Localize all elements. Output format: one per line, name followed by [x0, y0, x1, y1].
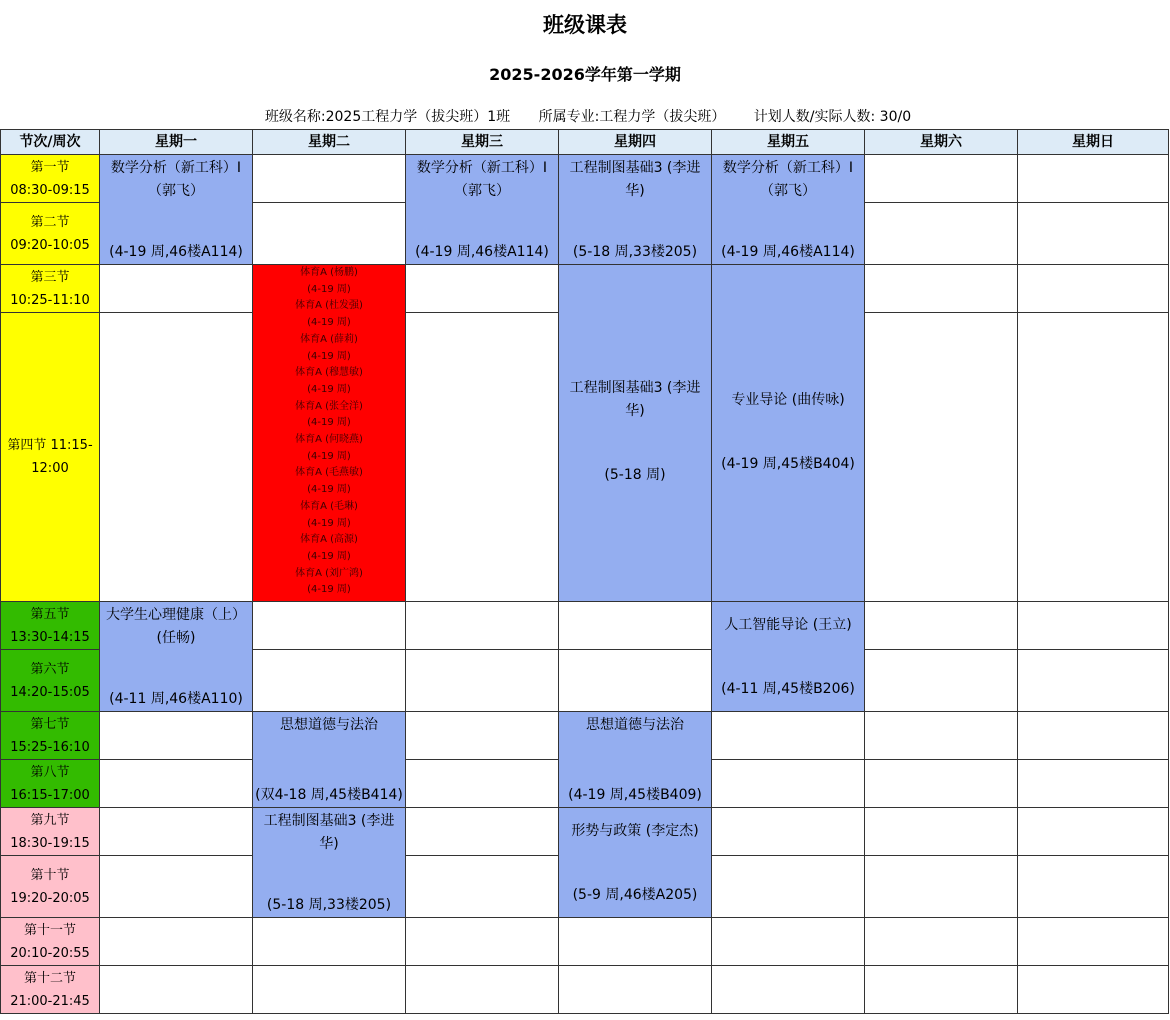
- empty-cell: [1018, 966, 1169, 1014]
- schedule-table: [0, 129, 1169, 1014]
- empty-cell: [865, 650, 1018, 712]
- course-info: (4-19 周,46楼A114): [415, 244, 549, 260]
- empty-cell: [1018, 760, 1169, 808]
- major-name: 所属专业:工程力学（拔尖班）: [538, 109, 726, 125]
- course-name: 数学分析（新工科）I（郭飞）: [110, 160, 242, 199]
- semester-title: 2025-2026学年第一学期: [489, 65, 681, 84]
- period-4: 第四节 11:15-12:00: [1, 313, 100, 602]
- empty-cell: [712, 760, 865, 808]
- empty-cell: [865, 203, 1018, 265]
- empty-cell: [253, 966, 406, 1014]
- empty-cell: [253, 650, 406, 712]
- header-saturday: 星期六: [865, 130, 1018, 155]
- period-8: 第八节 16:15-17:00: [1, 760, 100, 808]
- course-name: 工程制图基础3 (李进华): [569, 380, 701, 419]
- empty-cell: [712, 808, 865, 856]
- empty-cell: [1018, 602, 1169, 650]
- empty-cell: [100, 265, 253, 313]
- course-thu-9[interactable]: [559, 808, 712, 918]
- empty-cell: [1018, 265, 1169, 313]
- empty-cell: [1018, 808, 1169, 856]
- course-fri-3[interactable]: [712, 265, 865, 602]
- empty-cell: [1018, 712, 1169, 760]
- empty-cell: [865, 966, 1018, 1014]
- empty-cell: [406, 966, 559, 1014]
- course-info: (5-18 周,33楼205): [266, 897, 392, 913]
- course-name: 数学分析（新工科）I（郭飞）: [416, 160, 548, 199]
- empty-cell: [406, 602, 559, 650]
- period-7: 第七节 15:25-16:10: [1, 712, 100, 760]
- course-name: 形势与政策 (李定杰): [571, 823, 699, 839]
- period-11: 第十一节 20:10-20:55: [1, 918, 100, 966]
- empty-cell: [406, 808, 559, 856]
- empty-cell: [1018, 856, 1169, 918]
- header-friday: 星期五: [712, 130, 865, 155]
- period-2: 第二节 09:20-10:05: [1, 203, 100, 265]
- period-9: 第九节 18:30-19:15: [1, 808, 100, 856]
- period-1: 第一节 08:30-09:15: [1, 155, 100, 203]
- period-5: 第五节 13:30-14:15: [1, 602, 100, 650]
- empty-cell: [1018, 203, 1169, 265]
- empty-cell: [559, 918, 712, 966]
- empty-cell: [100, 966, 253, 1014]
- row-period-12: [1, 966, 1169, 1014]
- course-name: 思想道德与法治: [280, 717, 378, 733]
- course-wed-1[interactable]: [406, 155, 559, 265]
- course-info: (4-11 周,45楼B206): [721, 681, 855, 697]
- empty-cell: [406, 650, 559, 712]
- empty-cell: [253, 155, 406, 203]
- empty-cell: [559, 650, 712, 712]
- course-info: (5-18 周,33楼205): [572, 244, 698, 260]
- empty-cell: [253, 602, 406, 650]
- course-thu-3[interactable]: [559, 265, 712, 602]
- empty-cell: [865, 712, 1018, 760]
- course-info: (5-9 周,46楼A205): [572, 887, 698, 903]
- row-period-9: [1, 808, 1169, 856]
- course-name: 人工智能导论 (王立): [724, 617, 852, 633]
- empty-cell: [712, 856, 865, 918]
- period-6: 第六节 14:20-15:05: [1, 650, 100, 712]
- empty-cell: [865, 155, 1018, 203]
- course-tue-7[interactable]: [253, 712, 406, 808]
- period-3: 第三节 10:25-11:10: [1, 265, 100, 313]
- empty-cell: [100, 918, 253, 966]
- header-tuesday: 星期二: [253, 130, 406, 155]
- empty-cell: [559, 602, 712, 650]
- course-fri-5[interactable]: [712, 602, 865, 712]
- course-info: (双4-18 周,45楼B414): [255, 787, 403, 803]
- empty-cell: [1018, 313, 1169, 602]
- row-period-7: [1, 712, 1169, 760]
- row-period-11: [1, 918, 1169, 966]
- course-name: 思想道德与法治: [586, 717, 684, 733]
- empty-cell: [406, 918, 559, 966]
- course-name: 大学生心理健康（上）(任畅): [106, 607, 246, 646]
- course-fri-1[interactable]: [712, 155, 865, 265]
- course-name: 工程制图基础3 (李进华): [569, 160, 701, 199]
- course-name: 工程制图基础3 (李进华): [263, 813, 395, 852]
- header-sunday: 星期日: [1018, 130, 1169, 155]
- empty-cell: [406, 856, 559, 918]
- course-info: (4-11 周,46楼A110): [109, 691, 243, 707]
- empty-cell: [712, 918, 865, 966]
- empty-cell: [1018, 650, 1169, 712]
- row-period-5: [1, 602, 1169, 650]
- course-mon-5[interactable]: [100, 602, 253, 712]
- empty-cell: [1018, 918, 1169, 966]
- course-tue-9[interactable]: [253, 808, 406, 918]
- course-thu-7[interactable]: [559, 712, 712, 808]
- empty-cell: [100, 760, 253, 808]
- empty-cell: [100, 712, 253, 760]
- empty-cell: [100, 856, 253, 918]
- empty-cell: [406, 313, 559, 602]
- period-12: 第十二节 21:00-21:45: [1, 966, 100, 1014]
- course-info: (4-19 周,45楼B409): [568, 787, 702, 803]
- header-row: [1, 130, 1169, 155]
- header-period: 节次/周次: [1, 130, 100, 155]
- empty-cell: [253, 918, 406, 966]
- empty-cell: [865, 265, 1018, 313]
- header-monday: 星期一: [100, 130, 253, 155]
- header-thursday: 星期四: [559, 130, 712, 155]
- empty-cell: [865, 602, 1018, 650]
- empty-cell: [406, 760, 559, 808]
- empty-cell: [559, 966, 712, 1014]
- course-info: (4-19 周,46楼A114): [109, 244, 243, 260]
- course-info: (4-19 周,45楼B404): [721, 456, 855, 472]
- empty-cell: [406, 265, 559, 313]
- row-period-1: [1, 155, 1169, 203]
- course-info: (5-18 周): [604, 467, 666, 483]
- course-name: 数学分析（新工科）I（郭飞）: [722, 160, 854, 199]
- empty-cell: [712, 712, 865, 760]
- course-thu-1[interactable]: [559, 155, 712, 265]
- empty-cell: [865, 760, 1018, 808]
- course-name: 专业导论 (曲传咏): [731, 392, 845, 408]
- course-info: (4-19 周,46楼A114): [721, 244, 855, 260]
- empty-cell: [865, 918, 1018, 966]
- headcount: 计划人数/实际人数: 30/0: [753, 109, 912, 125]
- page-title: 班级课表: [543, 13, 627, 37]
- empty-cell: [253, 203, 406, 265]
- empty-cell: [712, 966, 865, 1014]
- empty-cell: [865, 856, 1018, 918]
- empty-cell: [100, 313, 253, 602]
- class-name: 班级名称:2025工程力学（拔尖班）1班: [264, 109, 511, 125]
- empty-cell: [865, 808, 1018, 856]
- period-10: 第十节 19:20-20:05: [1, 856, 100, 918]
- class-info-line: [0, 106, 1170, 128]
- empty-cell: [865, 313, 1018, 602]
- empty-cell: [1018, 155, 1169, 203]
- empty-cell: [406, 712, 559, 760]
- empty-cell: [100, 808, 253, 856]
- header-wednesday: 星期三: [406, 130, 559, 155]
- course-tue-pe[interactable]: 体育A (杨鹏) (4-19 周) 体育A (杜发强) (4-19 周) 体育A (薛莉) (4-19 周) 体育A (穆慧敏) (4-19 周) 体育A (张全洋) (4-19 周) 体育A (何晓燕) (4-19 周) 体育A (毛燕敏) (4-19 周) 体育A (毛琳) (4-19 周) 体育A (高源) (4-19 周) 体育A (刘广鸿) (4-19 周): [253, 265, 406, 602]
- row-period-3: [1, 265, 1169, 313]
- course-mon-1[interactable]: [100, 155, 253, 265]
